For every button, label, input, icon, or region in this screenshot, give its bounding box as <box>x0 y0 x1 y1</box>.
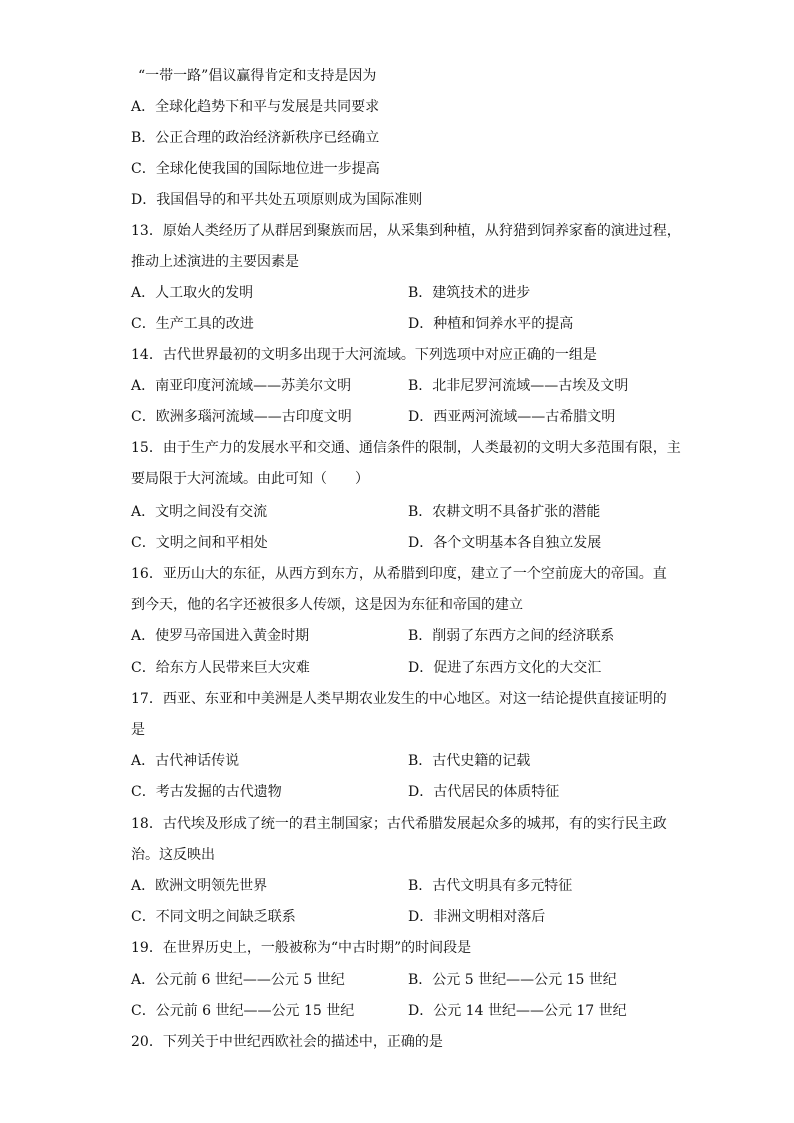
q15-option-b: B．农耕文明不具备扩张的潜能 <box>408 504 601 520</box>
q16-option-c: C．给东方人民带来巨大灾难 <box>131 660 310 676</box>
q15-option-a: A．文明之间没有交流 <box>131 504 268 520</box>
q14-option-c: C．欧洲多瑙河流域——古印度文明 <box>131 409 352 425</box>
q18-option-b: B．古代文明具有多元特征 <box>408 878 573 894</box>
q17-stem-line2: 是 <box>131 722 145 738</box>
q15-stem-line2: 要局限于大河流域。由此可知（ ） <box>131 471 369 487</box>
q17-option-c: C．考古发掘的古代遗物 <box>131 784 282 800</box>
q13-option-a: A．人工取火的发明 <box>131 285 254 301</box>
q15-stem-line1: 15．由于生产力的发展水平和交通、通信条件的限制，人类最初的文明大多范围有限，主 <box>131 440 681 456</box>
q18-option-c: C．不同文明之间缺乏联系 <box>131 909 296 925</box>
q13-stem-line2: 推动上述演进的主要因素是 <box>131 254 299 270</box>
q18-stem-line1: 18．古代埃及形成了统一的君主制国家；古代希腊发展起众多的城邦，有的实行民主政 <box>131 816 667 832</box>
q15-option-c: C．文明之间和平相处 <box>131 535 268 551</box>
q17-stem-line1: 17．西亚、东亚和中美洲是人类早期农业发生的中心地区。对这一结论提供直接证明的 <box>131 691 667 707</box>
q15-option-d: D．各个文明基本各自独立发展 <box>408 535 602 551</box>
q19-option-d: D．公元 14 世纪——公元 17 世纪 <box>408 1003 627 1019</box>
q13-option-d: D．种植和饲养水平的提高 <box>408 316 574 332</box>
q12-option-a: A．全球化趋势下和平与发展是共同要求 <box>131 99 380 115</box>
q12-stem-tail: “一带一路”倡议赢得肯定和支持是因为 <box>138 68 377 84</box>
q18-option-d: D．非洲文明相对落后 <box>408 909 546 925</box>
q18-stem-line2: 治。这反映出 <box>131 847 215 863</box>
q14-option-a: A．南亚印度河流域——苏美尔文明 <box>131 378 352 394</box>
q17-option-b: B．古代史籍的记载 <box>408 753 531 769</box>
q16-stem-line1: 16．亚历山大的东征，从西方到东方，从希腊到印度，建立了一个空前庞大的帝国。直 <box>131 566 667 582</box>
q12-option-d: D．我国倡导的和平共处五项原则成为国际准则 <box>131 192 423 208</box>
q14-option-b: B．北非尼罗河流域——古埃及文明 <box>408 378 629 394</box>
q16-option-d: D．促进了东西方文化的大交汇 <box>408 660 602 676</box>
q14-option-d: D．西亚两河流域——古希腊文明 <box>408 409 616 425</box>
q19-stem: 19．在世界历史上，一般被称为“中古时期”的时间段是 <box>131 940 472 956</box>
q19-option-c: C．公元前 6 世纪——公元 15 世纪 <box>131 1003 355 1019</box>
q14-stem: 14．古代世界最初的文明多出现于大河流域。下列选项中对应正确的一组是 <box>131 347 597 363</box>
q18-option-a: A．欧洲文明领先世界 <box>131 878 268 894</box>
q19-option-b: B．公元 5 世纪——公元 15 世纪 <box>408 972 617 988</box>
q19-option-a: A．公元前 6 世纪——公元 5 世纪 <box>131 972 345 988</box>
q16-stem-line2: 到今天，他的名字还被很多人传颂，这是因为东征和帝国的建立 <box>131 597 523 613</box>
q17-option-a: A．古代神话传说 <box>131 753 240 769</box>
q12-option-b: B．公正合理的政治经济新秩序已经确立 <box>131 130 380 146</box>
q17-option-d: D．古代居民的体质特征 <box>408 784 560 800</box>
q20-stem: 20．下列关于中世纪西欧社会的描述中，正确的是 <box>131 1034 443 1050</box>
q16-option-b: B．削弱了东西方之间的经济联系 <box>408 628 615 644</box>
q13-stem-line1: 13．原始人类经历了从群居到聚族而居，从采集到种植，从狩猎到饲养家畜的演进过程， <box>131 223 681 239</box>
q16-option-a: A．使罗马帝国进入黄金时期 <box>131 628 310 644</box>
q13-option-b: B．建筑技术的进步 <box>408 285 531 301</box>
q13-option-c: C．生产工具的改进 <box>131 316 254 332</box>
q12-option-c: C．全球化使我国的国际地位进一步提高 <box>131 161 380 177</box>
